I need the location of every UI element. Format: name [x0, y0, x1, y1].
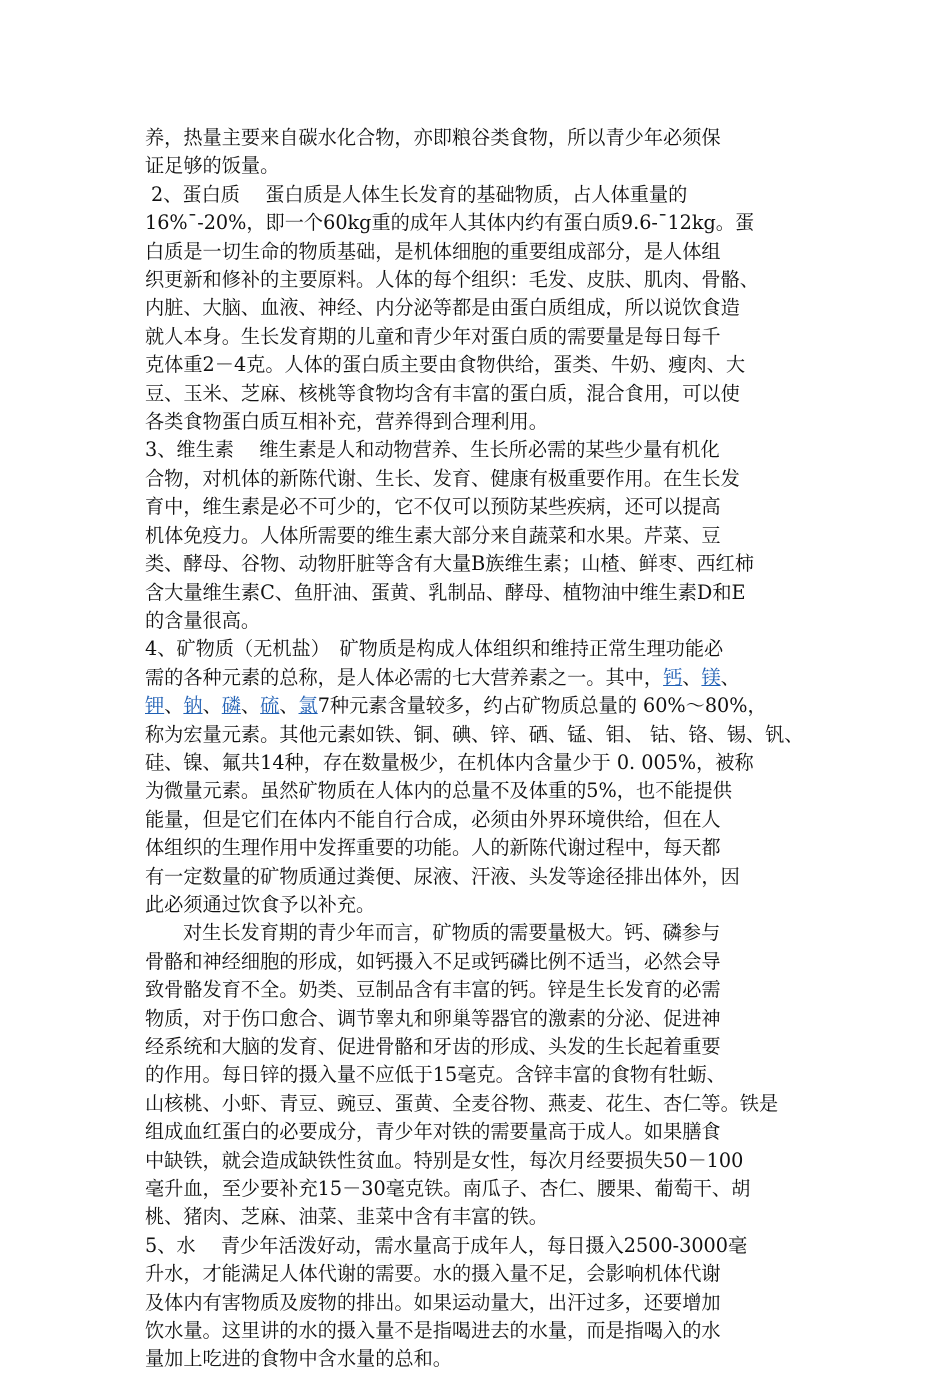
text-line: 含大量维生素C、鱼肝油、蛋黄、乳制品、酵母、植物油中维生素D和E: [145, 580, 746, 604]
text-line: 毫升血，至少要补充15－30毫克铁。南瓜子、杏仁、腰果、葡萄干、胡: [145, 1177, 751, 1201]
paragraph-start: 对生长发育期的青少年而言，矿物质的需要量极大。钙、磷参与: [183, 921, 721, 945]
link-sulfur[interactable]: 硫: [260, 694, 280, 718]
link-calcium[interactable]: 钙: [663, 665, 683, 689]
link-sodium[interactable]: 钠: [183, 694, 203, 718]
text-line-with-links: [145, 664, 807, 692]
text-line: 致骨骼发育不全。奶类、豆制品含有丰富的钙。锌是生长发育的必需: [145, 978, 721, 1002]
text-line: 的作用。每日锌的摄入量不应低于15毫克。含锌丰富的食物有牡蛎、: [145, 1063, 726, 1087]
link-phosphorus[interactable]: 磷: [221, 694, 241, 718]
text-line: 织更新和修补的主要原料。人体的每个组织：毛发、皮肤、肌肉、骨骼、: [145, 268, 759, 292]
text-line: 量加上吃进的食物中含水量的总和。: [145, 1347, 452, 1371]
text-line: 的含量很高。: [145, 608, 261, 632]
text-line: 称为宏量元素。其他元素如铁、铜、碘、锌、硒、锰、钼、 钴、铬、锡、钒、: [145, 722, 804, 746]
section-heading-protein: 2、蛋白质 蛋白质是人体生长发育的基础物质，占人体重量的: [151, 182, 688, 206]
text-line: 组成血红蛋白的必要成分，青少年对铁的需要量高于成人。如果膳食: [145, 1120, 721, 1144]
section-heading-minerals: 4、矿物质（无机盐） 矿物质是构成人体组织和维持正常生理功能必: [145, 637, 724, 661]
text-line: 育中，维生素是必不可少的，它不仅可以预防某些疾病，还可以提高: [145, 495, 721, 519]
document-body: [145, 124, 807, 1374]
separator: 、: [279, 694, 299, 718]
text-line: 升水，才能满足人体代谢的需要。水的摄入量不足，会影响机体代谢: [145, 1262, 721, 1286]
text-segment: 7种元素含量较多，约占矿物质总量的 60%～80%，: [317, 694, 767, 718]
text-line: 白质是一切生命的物质基础，是机体细胞的重要组成部分，是人体组: [145, 239, 721, 263]
text-line: 养，热量主要来自碳水化合物，亦即粮谷类食物，所以青少年必须保: [145, 126, 721, 149]
text-line: 物质，对于伤口愈合、调节睾丸和卵巢等器官的激素的分泌、促进神: [145, 1006, 721, 1030]
link-chlorine[interactable]: 氯: [298, 694, 318, 718]
text-line: 能量，但是它们在体内不能自行合成，必须由外界环境供给，但在人: [145, 807, 721, 831]
text-line: 硅、镍、氟共14种，存在数量极少，在机体内含量少于 0. 005%，被称: [145, 750, 754, 774]
text-line: 为微量元素。虽然矿物质在人体内的总量不及体重的5%，也不能提供: [145, 779, 732, 803]
text-line: 就人本身。生长发育期的儿童和青少年对蛋白质的需要量是每日每千: [145, 324, 721, 348]
text-line: 有一定数量的矿物质通过粪便、尿液、汗液、头发等途径排出体外，因: [145, 864, 740, 888]
text-line: 经系统和大脑的发育、促进骨骼和牙齿的形成、头发的生长起着重要: [145, 1035, 721, 1058]
text-line: 机体免疫力。人体所需要的维生素大部分来自蔬菜和水果。芹菜、豆: [145, 523, 721, 547]
text-segment: 需的各种元素的总称，是人体必需的七大营养素之一。其中，: [145, 665, 664, 689]
separator: 、: [164, 694, 184, 718]
text-line: 合物，对机体的新陈代谢、生长、发育、健康有极重要作用。在生长发: [145, 466, 740, 490]
separator: 、: [240, 694, 261, 718]
separator: 、: [202, 694, 222, 718]
text-line: 饮水量。这里讲的水的摄入量不是指喝进去的水量，而是指喝入的水: [145, 1319, 721, 1343]
text-line: 克体重2－4克。人体的蛋白质主要由食物供给，蛋类、牛奶、瘦肉、大: [145, 353, 746, 377]
text-line: 骨骼和神经细胞的形成，如钙摄入不足或钙磷比例不适当，必然会导: [145, 949, 721, 973]
text-line: 及体内有害物质及废物的排出。如果运动量大，出汗过多，还要增加: [145, 1290, 721, 1314]
text-line: 各类食物蛋白质互相补充，营养得到合理利用。: [145, 410, 548, 434]
section-heading-water: 5、水 青少年活泼好动，需水量高于成年人，每日摄入2500-3000毫: [145, 1233, 748, 1257]
text-line: 体组织的生理作用中发挥重要的功能。人的新陈代谢过程中，每天都: [145, 836, 721, 860]
link-potassium[interactable]: 钾: [145, 694, 165, 718]
text-line-with-links: [145, 692, 807, 720]
separator: 、: [720, 665, 740, 689]
text-line: 证足够的饭量。: [145, 154, 280, 178]
text-line: 类、酵母、谷物、动物肝脏等含有大量B族维生素；山楂、鲜枣、西红柿: [145, 552, 754, 576]
text-line: 豆、玉米、芝麻、核桃等食物均含有丰富的蛋白质，混合食用，可以使: [145, 381, 740, 405]
text-line: 中缺铁，就会造成缺铁性贫血。特别是女性，每次月经要损失50－100: [145, 1148, 744, 1172]
text-line: 山核桃、小虾、青豆、豌豆、蛋黄、全麦谷物、燕麦、花生、杏仁等。铁是: [145, 1091, 779, 1115]
separator: 、: [682, 665, 702, 689]
section-heading-vitamin: 3、维生素 维生素是人和动物营养、生长所必需的某些少量有机化: [145, 438, 720, 462]
text-line: 内脏、大脑、血液、神经、内分泌等都是由蛋白质组成，所以说饮食造: [145, 296, 740, 320]
text-line: 此必须通过饮食予以补充。: [145, 892, 376, 916]
text-line: 16%¯-20%，即一个60kg重的成年人其体内约有蛋白质9.6-¯12kg。蛋: [145, 211, 755, 235]
link-magnesium[interactable]: 镁: [701, 665, 721, 689]
text-line: 桃、猪肉、芝麻、油菜、韭菜中含有丰富的铁。: [145, 1205, 548, 1229]
